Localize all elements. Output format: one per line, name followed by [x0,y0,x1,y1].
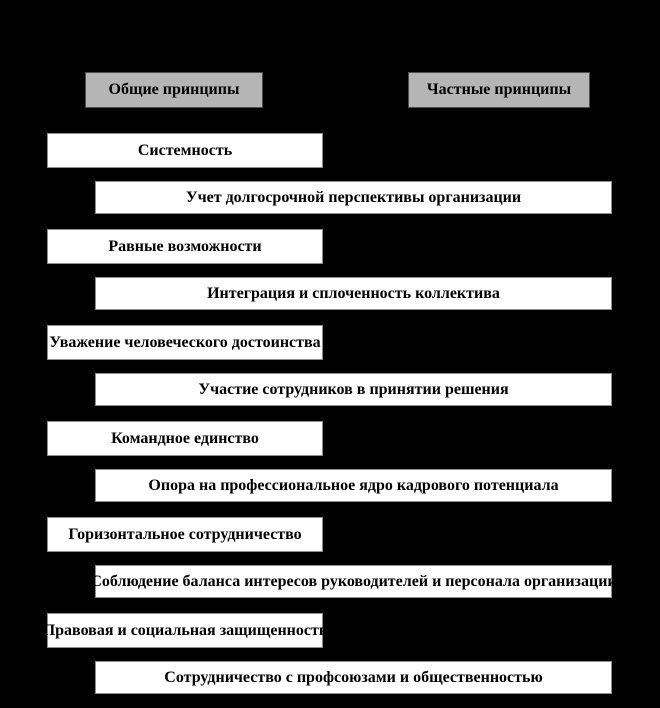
principle-box-equal-opportunities: Равные возможности [47,229,323,264]
principle-box-employee-participation: Участие сотрудников в принятии решения [95,373,612,406]
principle-box-human-dignity: Уважение человеческого достоинства [47,325,323,360]
principle-box-integration-cohesion: Интеграция и сплоченность коллектива [95,277,612,310]
principle-box-horizontal-cooperation: Горизонтальное сотрудничество [47,517,323,552]
principle-box-long-term-perspective: Учет долгосрочной перспективы организации [95,181,612,214]
principle-box-team-unity: Командное единство [47,421,323,456]
header-general-principles: Общие принципы [85,72,263,108]
principle-box-professional-core: Опора на профессиональное ядро кадрового потенциала [95,469,612,502]
principle-box-systemnost: Системность [47,133,323,168]
principle-box-legal-social-protection: Правовая и социальная защищенность [47,613,323,648]
principle-box-union-cooperation: Сотрудничество с профсоюзами и общественностью [95,661,612,694]
header-particular-principles: Частные принципы [408,72,590,108]
principle-box-interest-balance: Соблюдение баланса интересов руководителей и персонала организации [95,565,612,598]
